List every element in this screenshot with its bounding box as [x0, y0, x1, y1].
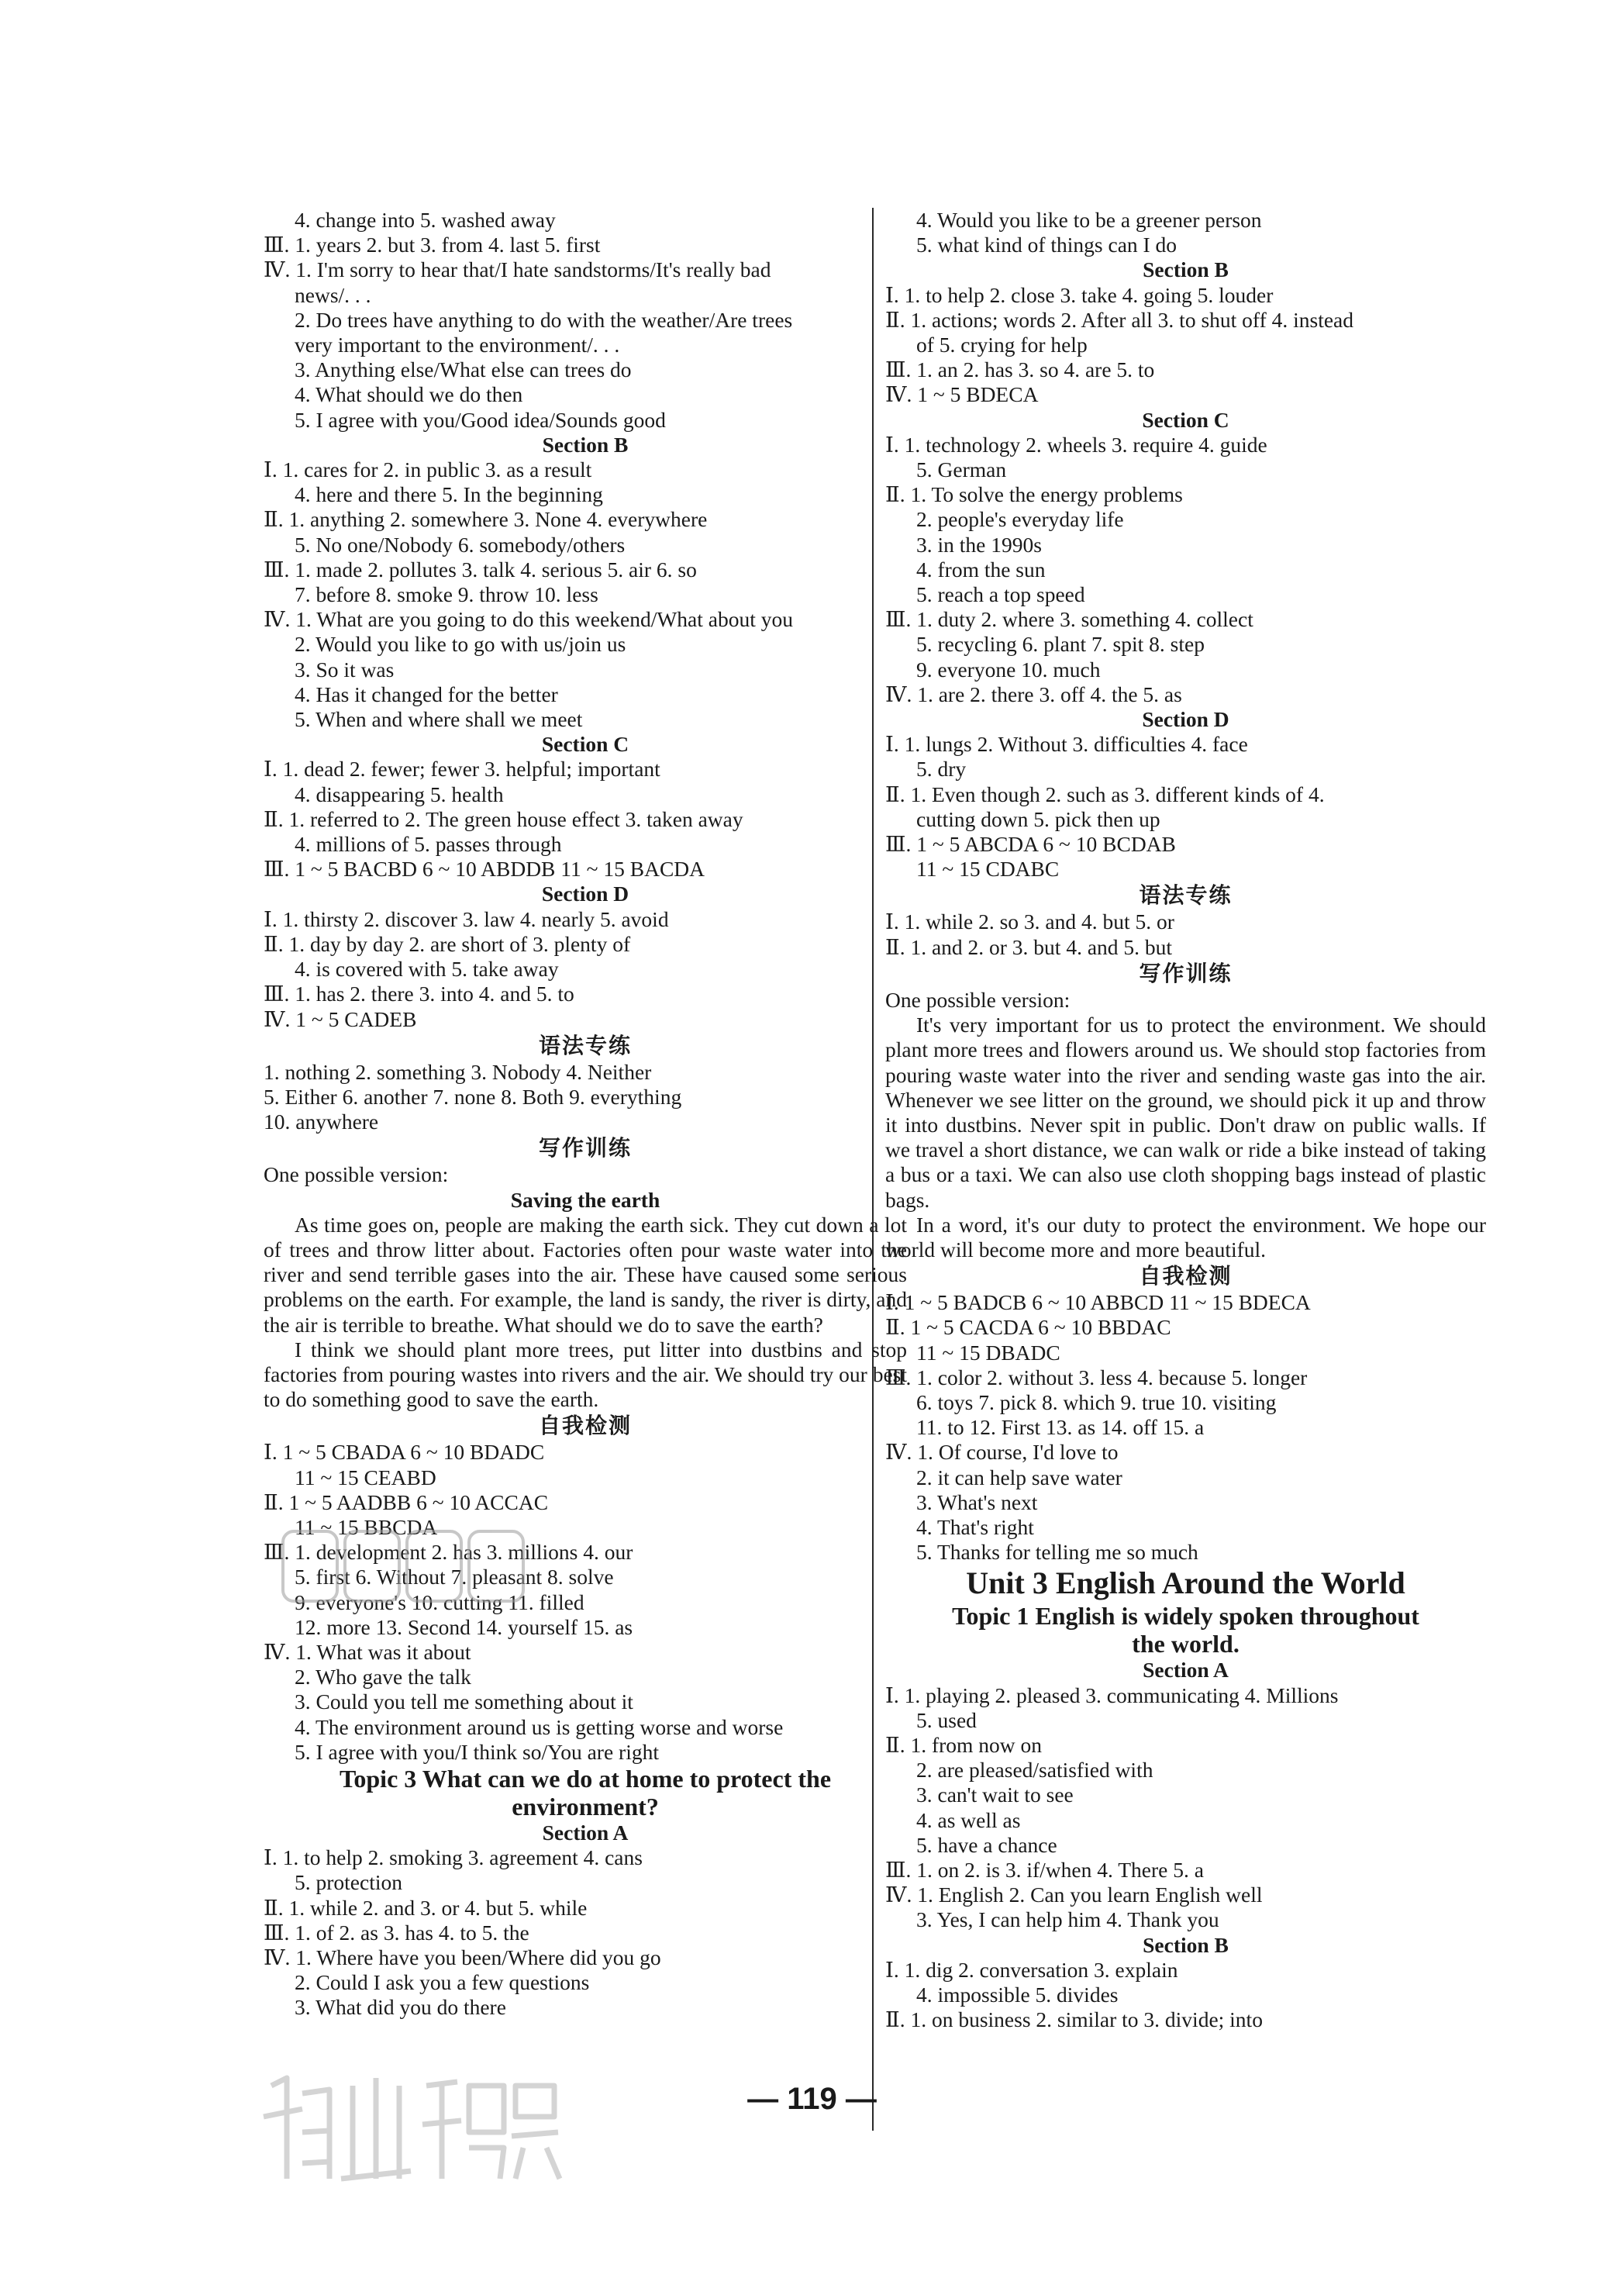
answer-line: 3. Anything else/What else can trees do: [295, 357, 632, 382]
answer-line: 5. Either 6. another 7. none 8. Both 9. everything: [264, 1084, 682, 1109]
section-heading: Section C: [541, 732, 629, 757]
answer-line: Ⅲ. 1. has 2. there 3. into 4. and 5. to: [264, 982, 574, 1006]
answer-line: Ⅲ. 1. of 2. as 3. has 4. to 5. the: [264, 1920, 529, 1945]
answer-line: 4. Has it changed for the better: [295, 682, 558, 706]
chinese-heading: 自我检测: [538, 1413, 632, 1439]
section-heading: Section C: [1142, 407, 1229, 432]
answer-line: Ⅳ. 1 ~ 5 BDECA: [885, 382, 1039, 407]
answer-line: Ⅲ. 1 ~ 5 BACBD 6 ~ 10 ABDDB 11 ~ 15 BACDA: [264, 857, 705, 882]
answer-line: Ⅲ. 1. development 2. has 3. millions 4. our: [264, 1540, 633, 1565]
section-heading: Saving the earth: [510, 1187, 660, 1212]
answer-line: Ⅱ. 1. referred to 2. The green house effect 3. taken away: [264, 806, 743, 831]
answer-line: 4. as well as: [916, 1807, 1021, 1832]
answer-line: 5. Thanks for telling me so much: [916, 1540, 1198, 1565]
answer-line: 5. protection: [295, 1870, 402, 1895]
page-number: — 119 —: [747, 2082, 877, 2116]
answer-line: Ⅰ. 1 ~ 5 BADCB 6 ~ 10 ABBCD 11 ~ 15 BDECA: [885, 1290, 1311, 1315]
answer-line: 4. change into 5. washed away: [295, 208, 556, 232]
answer-line: Ⅱ. 1. actions; words 2. After all 3. to shut off 4. instead: [885, 307, 1354, 332]
essay-paragraph: It's very important for us to protect the environment. We should plant more trees and flowers around us. We should stop factories from pouring waste water into the river and sending waste gas into the air. Whenever we see litter on the ground, we should pick it up and throw it into dustbins. Never spit in public. Don't draw on public walls. If we travel a short distance, we can walk or ride a bike instead of taking a bus or a taxi. We can also use cloth shopping bags instead of plastic bags.: [885, 1013, 1486, 1212]
answer-line: 4. disappearing 5. health: [295, 782, 504, 806]
answer-line: Ⅲ. 1. an 2. has 3. so 4. are 5. to: [885, 357, 1155, 382]
topic-heading: the world.: [1132, 1630, 1240, 1658]
answer-line: of 5. crying for help: [916, 333, 1088, 357]
answer-line: 9. everyone 10. much: [916, 657, 1101, 682]
section-heading: Section D: [1142, 707, 1229, 732]
answer-line: 5. recycling 6. plant 7. spit 8. step: [916, 632, 1205, 657]
answer-line: Ⅱ. 1. Even though 2. such as 3. different kinds of 4.: [885, 782, 1325, 806]
answer-line: 4. impossible 5. divides: [916, 1983, 1119, 2007]
answer-line: 5. I agree with you/I think so/You are right: [295, 1739, 659, 1764]
answer-line: Ⅰ. 1. technology 2. wheels 3. require 4. guide: [885, 432, 1267, 457]
answer-line: 12. more 13. Second 14. yourself 15. as: [295, 1614, 633, 1639]
answer-line: Ⅰ. 1. to help 2. close 3. take 4. going 5. louder: [885, 282, 1274, 307]
answer-line: 5. German: [916, 457, 1007, 482]
answer-line: 3. So it was: [295, 657, 395, 682]
chinese-heading: 写作训练: [538, 1135, 632, 1161]
answer-line: Ⅰ. 1. cares for 2. in public 3. as a result: [264, 457, 592, 482]
answer-line: 11 ~ 15 BBCDA: [295, 1514, 438, 1539]
answer-line: 11. to 12. First 13. as 14. off 15. a: [916, 1415, 1205, 1440]
section-heading: Section A: [1143, 1658, 1229, 1683]
answer-line: Ⅱ. 1. and 2. or 3. but 4. and 5. but: [885, 934, 1173, 959]
answer-line: 4. What should we do then: [295, 382, 523, 407]
answer-line: Ⅰ. 1. thirsty 2. discover 3. law 4. nearly 5. avoid: [264, 906, 669, 931]
chinese-heading: 语法专练: [1139, 882, 1233, 909]
answer-line: 11 ~ 15 DBADC: [916, 1340, 1060, 1365]
unit-heading: Unit 3 English Around the World: [966, 1565, 1405, 1601]
section-heading: Section B: [542, 432, 629, 457]
answer-line: 1. nothing 2. something 3. Nobody 4. Neither: [264, 1059, 652, 1084]
answer-line: 5. have a chance: [916, 1832, 1057, 1857]
answer-line: 4. That's right: [916, 1514, 1034, 1539]
answer-line: Ⅰ. 1. lungs 2. Without 3. difficulties 4. face: [885, 732, 1248, 757]
answer-line: Ⅱ. 1. To solve the energy problems: [885, 482, 1183, 507]
answer-line: Ⅱ. 1. day by day 2. are short of 3. plenty of: [264, 931, 631, 956]
answer-line: One possible version:: [264, 1162, 449, 1187]
answer-line: Ⅰ. 1. dig 2. conversation 3. explain: [885, 1957, 1178, 1982]
answer-line: 3. in the 1990s: [916, 532, 1042, 557]
answer-line: 4. The environment around us is getting worse and worse: [295, 1714, 784, 1739]
answer-line: Ⅳ. 1. English 2. Can you learn English well: [885, 1883, 1263, 1907]
essay-paragraph: In a word, it's our duty to protect the environment. We hope our world will become more and more beautiful.: [885, 1212, 1486, 1261]
answer-line: Ⅰ. 1. to help 2. smoking 3. agreement 4. cans: [264, 1845, 643, 1870]
answer-line: Ⅲ. 1. duty 2. where 3. something 4. collect: [885, 607, 1253, 632]
essay-paragraph: I think we should plant more trees, put litter into dustbins and stop factories from pouring wastes into rivers and the air. We should try our best to do something good to save the earth.: [264, 1337, 907, 1412]
answer-line: Ⅳ. 1. are 2. there 3. off 4. the 5. as: [885, 682, 1182, 706]
section-heading: Section B: [1143, 257, 1229, 282]
answer-line: Ⅲ. 1. on 2. is 3. if/when 4. There 5. a: [885, 1857, 1204, 1882]
answer-line: 2. it can help save water: [916, 1465, 1122, 1489]
answer-line: Ⅳ. 1. What are you going to do this weekend/What about you: [264, 607, 794, 632]
chinese-heading: 自我检测: [1139, 1263, 1233, 1289]
section-heading: Section D: [541, 882, 629, 906]
answer-line: cutting down 5. pick then up: [916, 806, 1160, 831]
topic-heading: Topic 1 English is widely spoken throughout: [952, 1602, 1419, 1631]
stamp-icon: [275, 1524, 531, 1609]
essay-paragraph: As time goes on, people are making the earth sick. They cut down a lot of trees and throw litter about. Factories often pour waste water into the river and send terrible gases into the air. These have caused some serious problems on the earth. For example, the land is sandy, the river is dirty, and the air is terrible to breathe. What should we do to save the earth?: [264, 1212, 907, 1337]
answer-line: Ⅳ. 1. Where have you been/Where did you go: [264, 1945, 661, 1969]
answer-line: 5. dry: [916, 757, 967, 782]
answer-line: 2. Who gave the talk: [295, 1665, 471, 1689]
right-column: [885, 208, 1486, 2032]
answer-line: 2. are pleased/satisfied with: [916, 1758, 1153, 1783]
answer-line: 5. When and where shall we meet: [295, 707, 583, 732]
answer-line: Ⅲ. 1. color 2. without 3. less 4. because 5. longer: [885, 1365, 1308, 1389]
answer-line: 5. first 6. Without 7. pleasant 8. solve: [295, 1565, 614, 1589]
answer-line: 5. I agree with you/Good idea/Sounds good: [295, 407, 666, 432]
section-heading: Section A: [542, 1820, 629, 1845]
topic-heading: Topic 3 What can we do at home to protect the: [339, 1764, 832, 1793]
answer-line: Ⅳ. 1. Of course, I'd love to: [885, 1440, 1119, 1465]
answer-line: Ⅲ. 1. years 2. but 3. from 4. last 5. first: [264, 233, 601, 257]
answer-line: Ⅰ. 1 ~ 5 CBADA 6 ~ 10 BDADC: [264, 1440, 545, 1465]
answer-line: 11 ~ 15 CDABC: [916, 857, 1060, 882]
answer-line: Ⅳ. 1 ~ 5 CADEB: [264, 1006, 417, 1031]
answer-line: 4. from the sun: [916, 557, 1046, 582]
answer-line: 5. reach a top speed: [916, 582, 1085, 607]
answer-line: 2. people's everyday life: [916, 507, 1124, 532]
answer-line: Ⅰ. 1. playing 2. pleased 3. communicating 4. Millions: [885, 1683, 1339, 1707]
answer-line: 3. can't wait to see: [916, 1783, 1074, 1807]
answer-line: Ⅱ. 1. anything 2. somewhere 3. None 4. everywhere: [264, 507, 708, 532]
answer-line: news/. . .: [295, 282, 371, 307]
answer-line: 4. Would you like to be a greener person: [916, 208, 1262, 232]
answer-line: 2. Do trees have anything to do with the weather/Are trees: [295, 307, 793, 332]
answer-line: 10. anywhere: [264, 1110, 379, 1134]
left-column: [264, 208, 907, 2021]
answer-line: Ⅱ. 1. from now on: [885, 1732, 1043, 1757]
answer-line: very important to the environment/. . .: [295, 333, 620, 357]
answer-line: Ⅱ. 1 ~ 5 CACDA 6 ~ 10 BBDAC: [885, 1315, 1171, 1340]
answer-line: Ⅲ. 1. made 2. pollutes 3. talk 4. serious 5. air 6. so: [264, 557, 697, 582]
chinese-heading: 语法专练: [538, 1032, 632, 1058]
answer-line: 5. No one/Nobody 6. somebody/others: [295, 532, 626, 557]
answer-line: Ⅳ. 1. What was it about: [264, 1639, 471, 1664]
answer-line: Ⅰ. 1. while 2. so 3. and 4. but 5. or: [885, 909, 1174, 934]
answer-line: 9. everyone's 10. cutting 11. filled: [295, 1589, 584, 1614]
answer-line: 3. What's next: [916, 1489, 1038, 1514]
answer-line: Ⅱ. 1 ~ 5 AADBB 6 ~ 10 ACCAC: [264, 1489, 549, 1514]
answer-line: Ⅲ. 1 ~ 5 ABCDA 6 ~ 10 BCDAB: [885, 832, 1176, 857]
answer-line: 5. used: [916, 1707, 977, 1732]
answer-line: 3. Yes, I can help him 4. Thank you: [916, 1907, 1219, 1932]
answer-line: 11 ~ 15 CEABD: [295, 1465, 436, 1489]
answer-line: Ⅱ. 1. on business 2. similar to 3. divide; into: [885, 2007, 1263, 2032]
answer-line: 4. is covered with 5. take away: [295, 957, 559, 982]
answer-line: 2. Would you like to go with us/join us: [295, 632, 626, 657]
chinese-heading: 写作训练: [1139, 960, 1233, 986]
answer-line: 5. what kind of things can I do: [916, 233, 1177, 257]
section-heading: Section B: [1143, 1932, 1229, 1957]
answer-line: 2. Could I ask you a few questions: [295, 1970, 590, 1995]
answer-line: 6. toys 7. pick 8. which 9. true 10. visiting: [916, 1389, 1277, 1414]
answer-line: Ⅱ. 1. while 2. and 3. or 4. but 5. while: [264, 1895, 588, 1920]
answer-line: 3. What did you do there: [295, 1995, 506, 2020]
answer-line: 3. Could you tell me something about it: [295, 1689, 633, 1714]
answer-line: Ⅳ. 1. I'm sorry to hear that/I hate sandstorms/It's really bad: [264, 257, 771, 282]
answer-line: One possible version:: [885, 987, 1071, 1012]
answer-line: 7. before 8. smoke 9. throw 10. less: [295, 582, 598, 607]
answer-line: 4. millions of 5. passes through: [295, 832, 562, 857]
watermark-logo: [256, 2062, 566, 2194]
topic-heading: environment?: [512, 1792, 659, 1821]
answer-line: 4. here and there 5. In the beginning: [295, 482, 603, 507]
answer-line: Ⅰ. 1. dead 2. fewer; fewer 3. helpful; important: [264, 757, 660, 782]
